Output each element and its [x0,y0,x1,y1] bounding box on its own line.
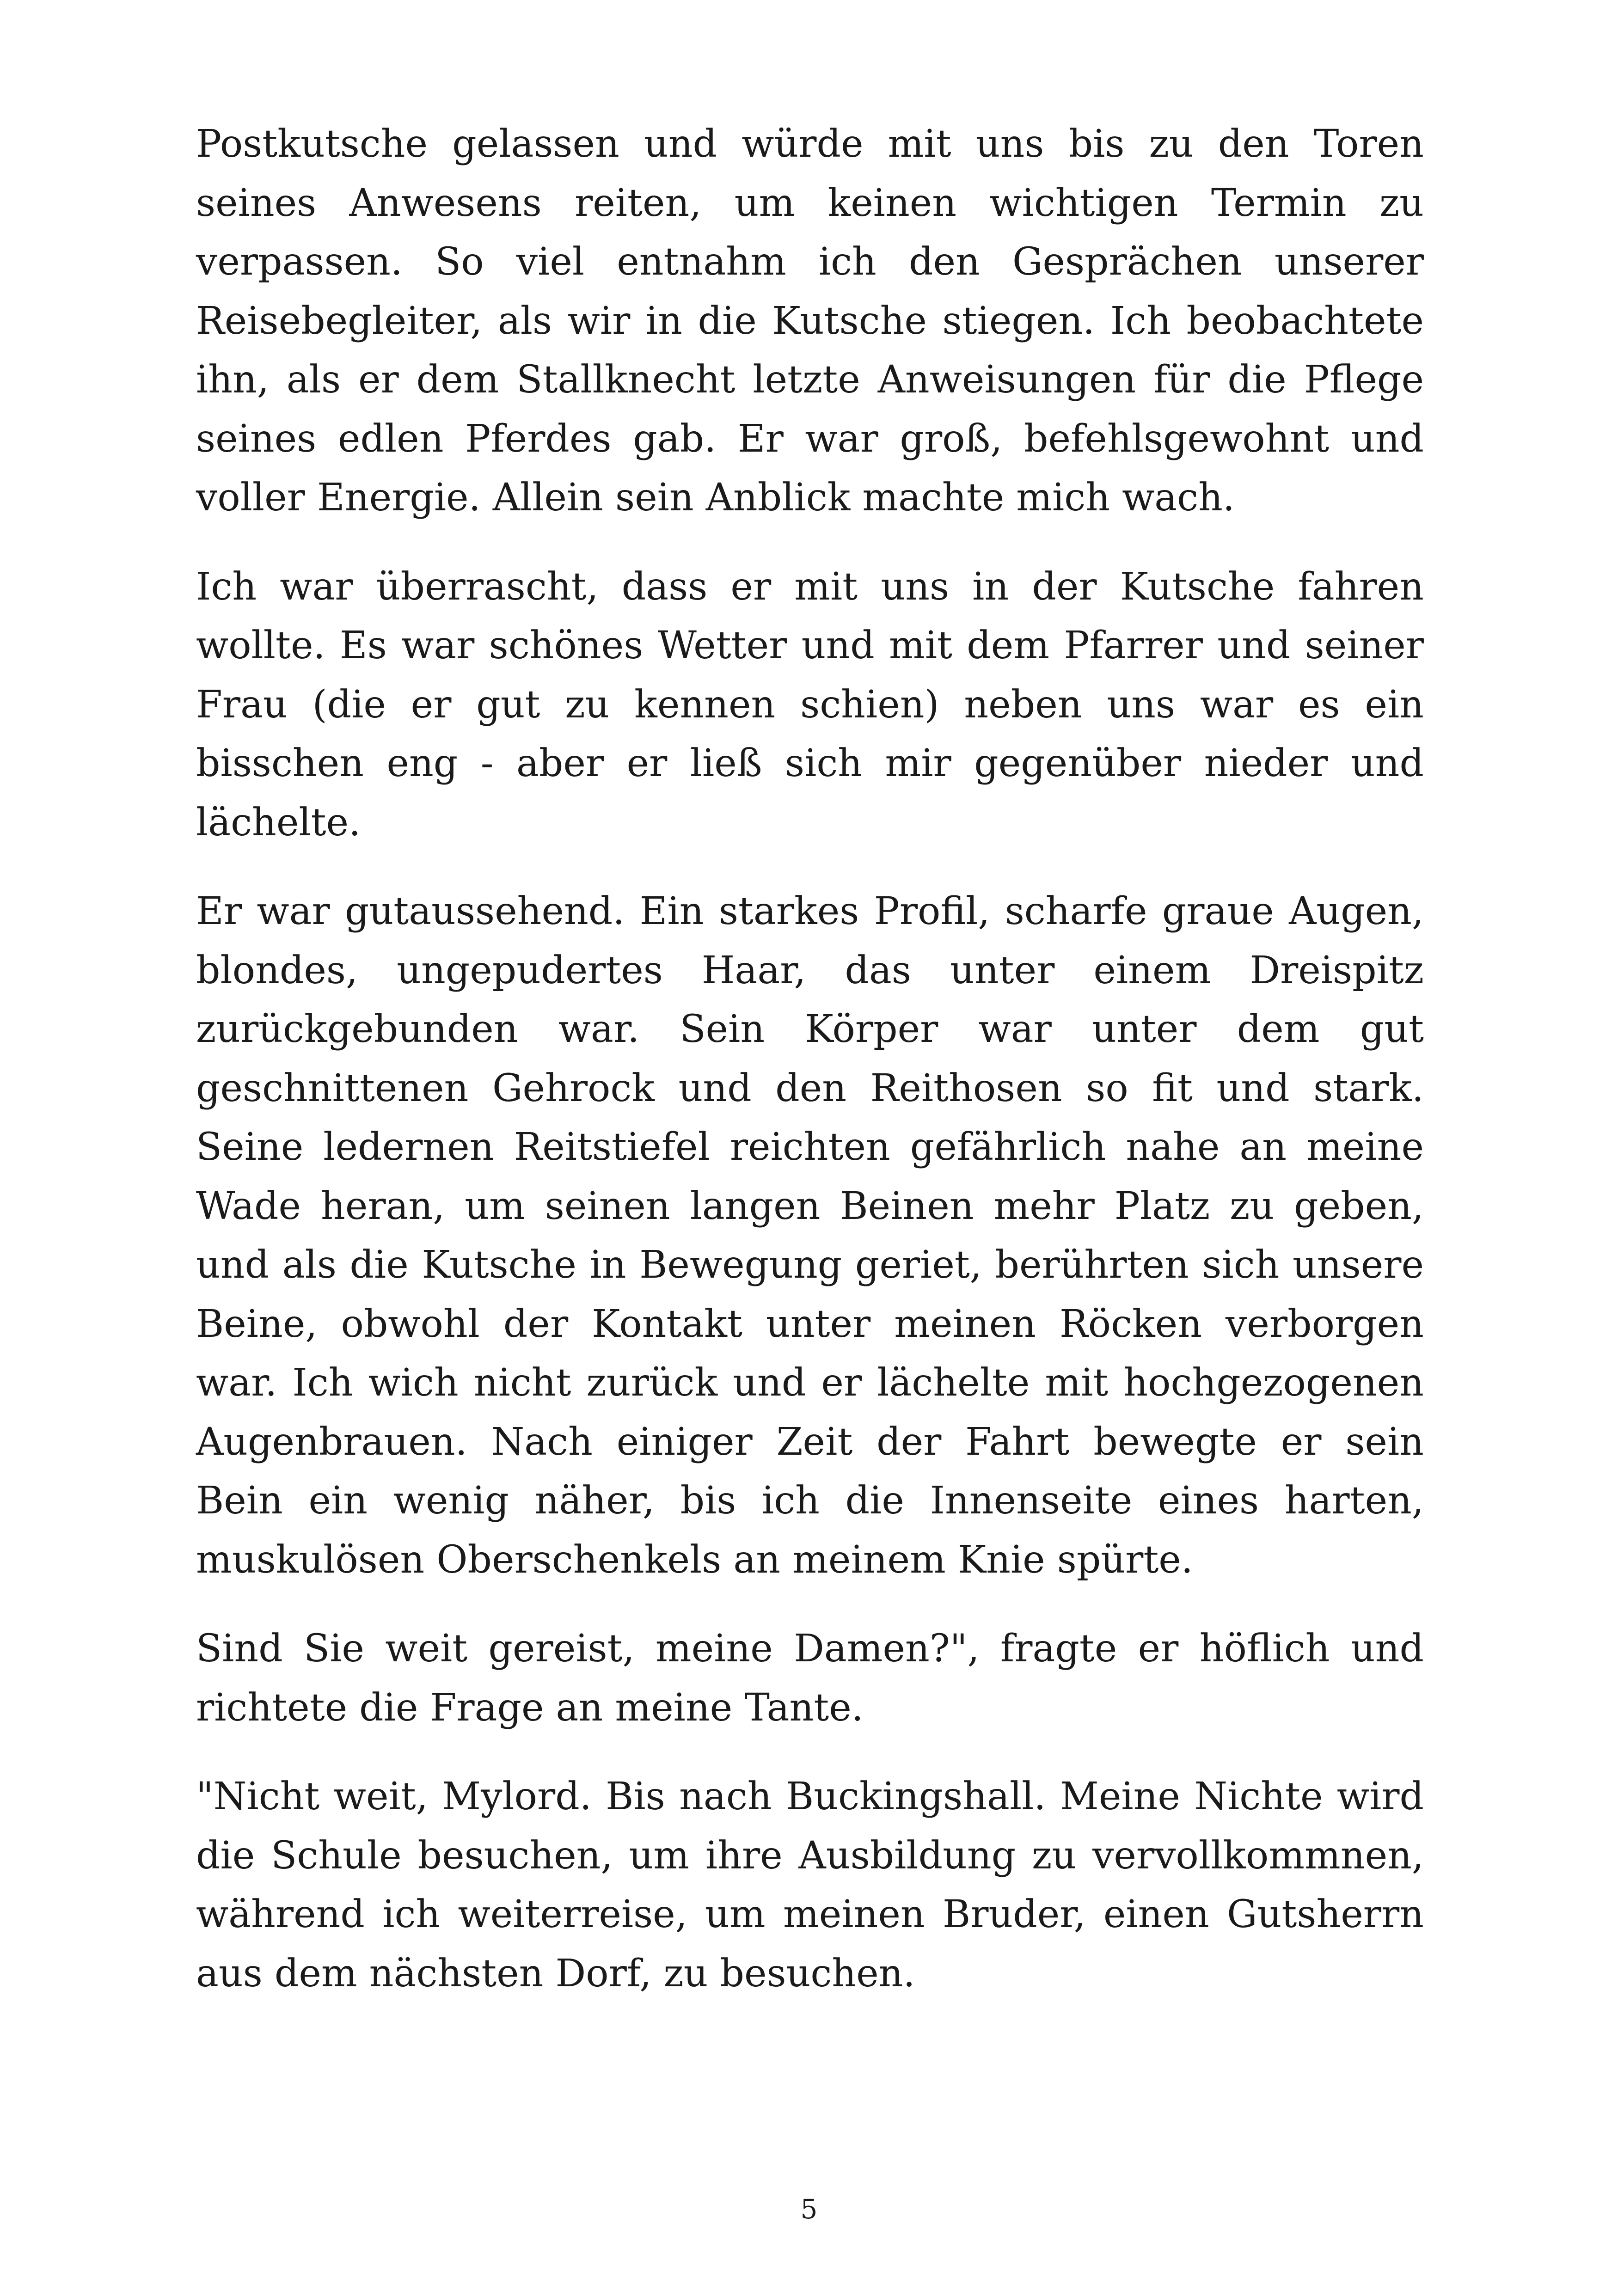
paragraph-1: Postkutsche gelassen und würde mit uns bis zu den Toren seines Anwesens reiten, um keinen wichtigen Termin zu verpassen. So viel entnahm ich den Gesprächen unserer Reisebegleiter, als wir in die Kutsche stiegen. Ich beobachtete ihn, als er dem Stallknecht letzte Anweisungen für die Pflege seines edlen Pferdes gab. Er war groß, befehlsgewohnt und voller Energie. Allein sein Anblick machte mich wach. [196,122,1424,520]
page-number: 5 [800,2193,818,2225]
paragraph-3: Er war gutaussehend. Ein starkes Profil, scharfe graue Augen, blondes, ungepudertes Haar, das unter einem Dreispitz zurückgebunden war. Sein Körper war unter dem gut geschnittenen Gehrock und den Reithosen so fit und stark. Seine ledernen Reitstiefel reichten gefährlich nahe an meine Wade heran, um seinen langen Beinen mehr Platz zu geben, und als die Kutsche in Bewegung geriet, berührten sich unsere Beine, obwohl der Kontakt unter meinen Röcken verborgen war. Ich wich nicht zurück und er lächelte mit hochgezogenen Augenbrauen. Nach einiger Zeit der Fahrt bewegte er sein Bein ein wenig näher, bis ich die Innenseite eines harten, muskulösen Oberschenkels an meinem Knie spürte. [196,889,1424,1582]
body-text [196,115,1424,2033]
paragraph-5: "Nicht weit, Mylord. Bis nach Buckingshall. Meine Nichte wird die Schule besuchen, um ihre Ausbildung zu vervollkommnen, während ich weiterreise, um meinen Bruder, einen Gutsherrn aus dem nächsten Dorf, zu besuchen. [196,1775,1424,1996]
paragraph-4: Sind Sie weit gereist, meine Damen?", fragte er höflich und richtete die Frage an meine Tante. [196,1627,1424,1730]
paragraph-2: Ich war überrascht, dass er mit uns in der Kutsche fahren wollte. Es war schönes Wetter und mit dem Pfarrer und seiner Frau (die er gut zu kennen schien) neben uns war es ein bisschen eng - aber er ließ sich mir gegenüber nieder und lächelte. [196,564,1424,845]
